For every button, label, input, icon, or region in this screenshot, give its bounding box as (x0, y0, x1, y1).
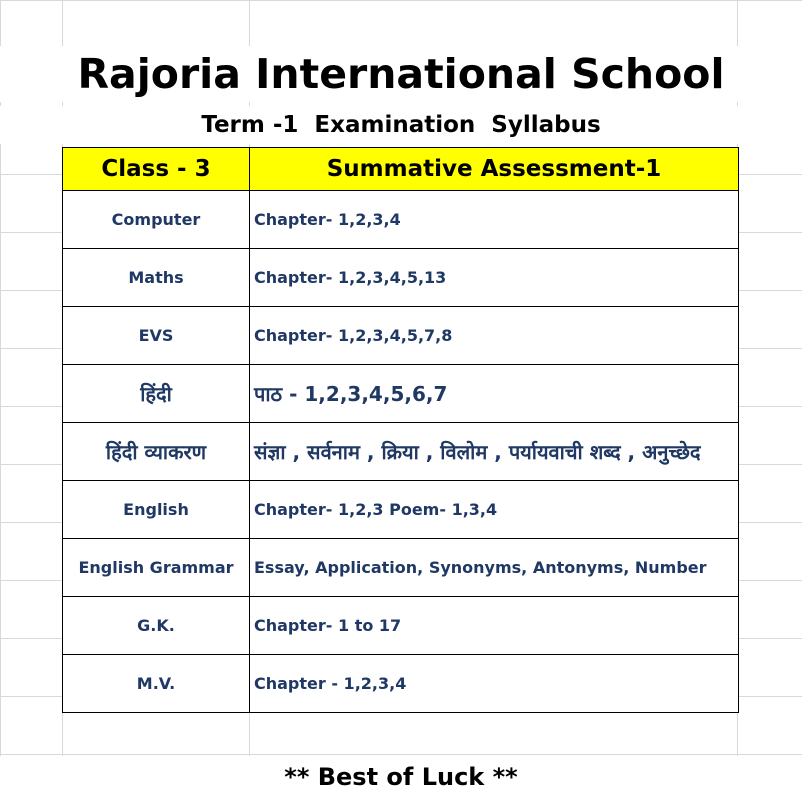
table-row (63, 481, 739, 539)
subject-cell[interactable]: Maths (63, 249, 250, 307)
syllabus-cell[interactable]: Essay, Application, Synonyms, Antonyms, Number (250, 539, 739, 597)
table-row (63, 539, 739, 597)
subject-cell[interactable]: EVS (63, 307, 250, 365)
class-header-cell[interactable]: Class - 3 (63, 148, 250, 191)
exam-subtitle: Term -1 Examination Syllabus (0, 106, 802, 144)
table-header-row (63, 148, 739, 191)
table-row (63, 423, 739, 481)
subject-cell[interactable]: G.K. (63, 597, 250, 655)
best-of-luck-footer: ** Best of Luck ** (0, 756, 802, 798)
table-row (63, 191, 739, 249)
subject-cell[interactable]: English (63, 481, 250, 539)
syllabus-cell[interactable]: Chapter- 1 to 17 (250, 597, 739, 655)
subject-cell[interactable]: हिंदी (63, 365, 250, 423)
table-row (63, 597, 739, 655)
syllabus-cell[interactable]: Chapter- 1,2,3,4 (250, 191, 739, 249)
table-row (63, 249, 739, 307)
grid-row-line (62, 754, 802, 755)
syllabus-cell[interactable]: Chapter - 1,2,3,4 (250, 655, 739, 713)
syllabus-cell[interactable]: संज्ञा , सर्वनाम , क्रिया , विलोम , पर्यायवाची शब्द , अनुच्छेद (250, 423, 739, 481)
school-name: Rajoria International School (0, 46, 802, 102)
subject-cell[interactable]: हिंदी व्याकरण (63, 423, 250, 481)
subject-cell[interactable]: English Grammar (63, 539, 250, 597)
assessment-header-cell[interactable]: Summative Assessment-1 (250, 148, 739, 191)
subject-cell[interactable]: Computer (63, 191, 250, 249)
subject-cell[interactable]: M.V. (63, 655, 250, 713)
syllabus-table (62, 147, 739, 713)
table-row (63, 365, 739, 423)
table-row (63, 307, 739, 365)
table-row (63, 655, 739, 713)
syllabus-cell[interactable]: Chapter- 1,2,3 Poem- 1,3,4 (250, 481, 739, 539)
syllabus-cell[interactable]: पाठ - 1,2,3,4,5,6,7 (250, 365, 739, 423)
syllabus-cell[interactable]: Chapter- 1,2,3,4,5,7,8 (250, 307, 739, 365)
syllabus-cell[interactable]: Chapter- 1,2,3,4,5,13 (250, 249, 739, 307)
